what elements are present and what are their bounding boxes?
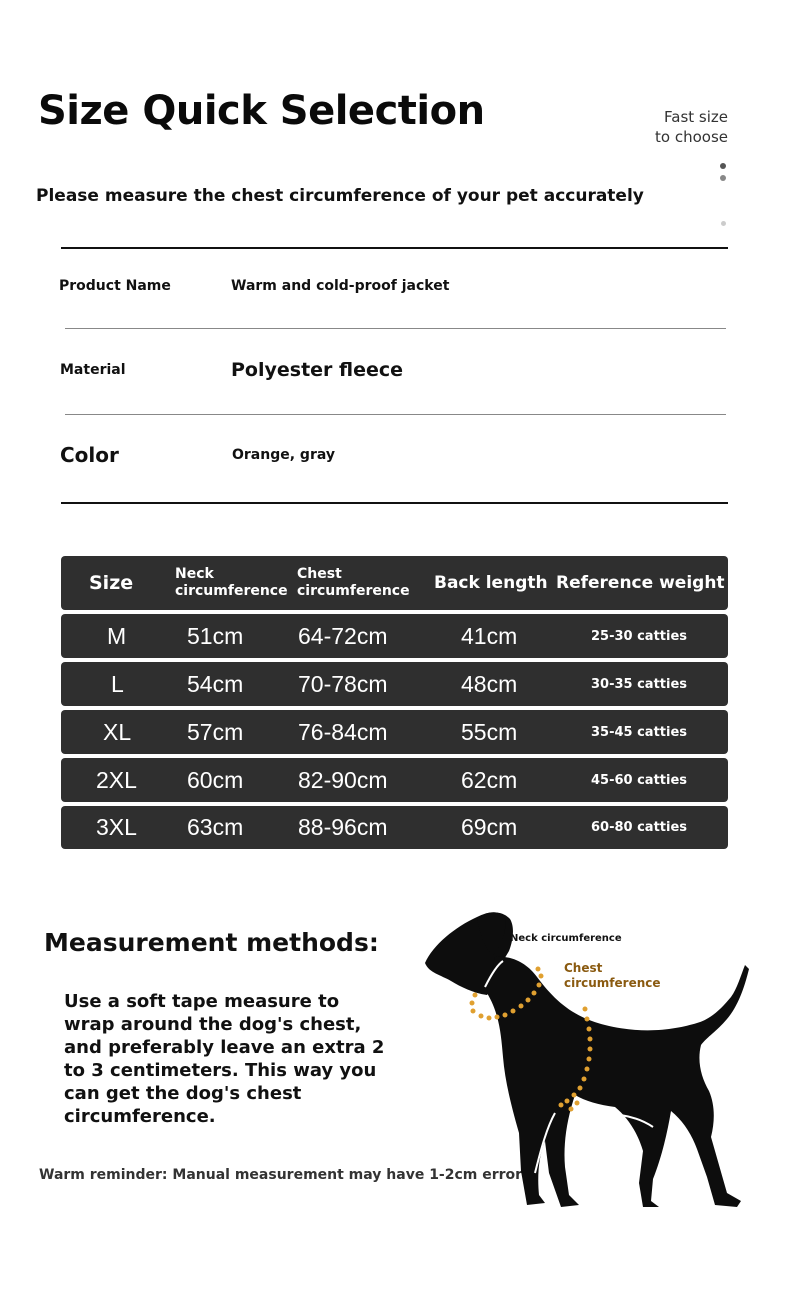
table-row: [61, 614, 728, 658]
header-neck: [175, 556, 288, 610]
measurement-title: Measurement methods:: [44, 928, 379, 957]
divider: [61, 247, 728, 249]
header-neck-line1: Neck: [175, 566, 214, 582]
spec-label-product-name: Product Name: [59, 278, 171, 294]
chest-circumference-label: [564, 961, 661, 991]
table-row: [61, 710, 728, 754]
cell-size: M: [107, 622, 127, 649]
spec-value-material: Polyester fleece: [231, 359, 404, 381]
header-chest-line1: Chest: [297, 566, 342, 582]
cell-back-length: 69cm: [461, 814, 518, 840]
pager-dot: [720, 175, 726, 181]
pager-dot: [721, 221, 726, 226]
cell-chest: 64-72cm: [298, 622, 388, 649]
header-size: Size: [89, 572, 134, 594]
cell-neck: 51cm: [187, 622, 244, 649]
cell-weight: 35-45 catties: [591, 724, 688, 740]
side-note: [600, 107, 728, 147]
cell-weight: 45-60 catties: [591, 772, 688, 788]
cell-weight: 60-80 catties: [591, 820, 688, 835]
cell-neck: 60cm: [187, 766, 244, 793]
header-reference-weight: Reference weight: [556, 573, 725, 593]
cell-chest: 88-96cm: [298, 814, 388, 840]
cell-back-length: 55cm: [461, 718, 518, 745]
cell-neck: 63cm: [187, 814, 244, 840]
chest-label-line2: circumference: [564, 976, 661, 990]
cell-chest: 70-78cm: [298, 670, 388, 697]
cell-size: L: [111, 670, 124, 697]
cell-chest: 76-84cm: [298, 718, 388, 745]
divider: [65, 414, 726, 415]
chest-label-line1: Chest: [564, 961, 603, 975]
cell-size: 3XL: [96, 814, 137, 840]
table-header-row: [61, 556, 728, 610]
table-row: [61, 758, 728, 802]
header-back-length: Back length: [434, 573, 548, 593]
spec-label-color: Color: [60, 443, 119, 467]
cell-weight: 30-35 catties: [591, 676, 688, 692]
header-chest: [297, 556, 410, 610]
divider: [61, 502, 728, 504]
spec-label-material: Material: [60, 362, 126, 378]
cell-back-length: 41cm: [461, 622, 518, 649]
table-row: [61, 806, 728, 849]
cell-chest: 82-90cm: [298, 766, 388, 793]
cell-neck: 54cm: [187, 670, 244, 697]
pager-dot: [720, 163, 726, 169]
cell-back-length: 62cm: [461, 766, 518, 793]
page-title: Size Quick Selection: [38, 88, 485, 134]
header-neck-line2: circumference: [175, 583, 288, 599]
dog-measurement-diagram: [415, 905, 755, 1215]
cell-weight: 25-30 catties: [591, 628, 688, 644]
cell-back-length: 48cm: [461, 670, 518, 697]
cell-neck: 57cm: [187, 718, 244, 745]
cell-size: XL: [103, 718, 132, 745]
side-note-line1: Fast size: [664, 108, 728, 126]
table-row: [61, 662, 728, 706]
spec-value-color: Orange, gray: [232, 447, 335, 463]
header-chest-line2: circumference: [297, 583, 410, 599]
measurement-instructions: Use a soft tape measure to wrap around the dog's chest, and preferably leave an extra 2 to 3 centimeters. This way you can get the dog's chest circumference.: [64, 991, 385, 1127]
measure-instruction: Please measure the chest circumference of your pet accurately: [36, 186, 644, 206]
spec-value-product-name: Warm and cold-proof jacket: [231, 278, 450, 294]
divider: [65, 328, 726, 329]
side-note-line2: to choose: [655, 128, 728, 146]
neck-circumference-label: Neck circumference: [510, 933, 622, 944]
warm-reminder: Warm reminder: Manual measurement may have 1-2cm error: [39, 1167, 523, 1183]
cell-size: 2XL: [96, 766, 137, 793]
